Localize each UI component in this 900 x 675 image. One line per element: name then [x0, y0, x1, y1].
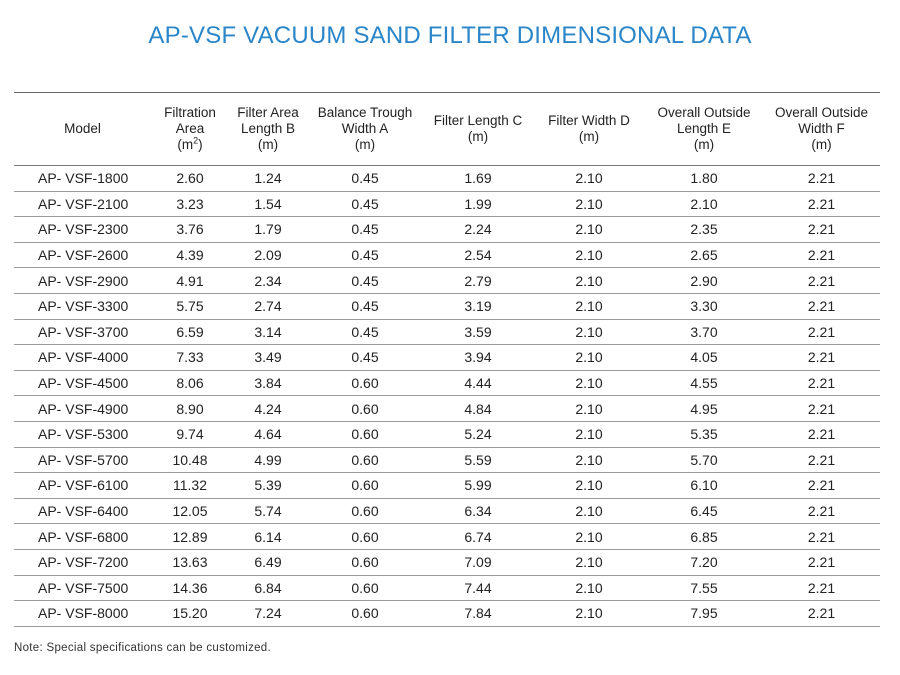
cell-filter-width-d: 2.10 [575, 221, 603, 238]
cell-balance-trough-width-a: 0.60 [351, 503, 379, 520]
table-row [14, 421, 880, 447]
cell-filtration-area: 9.74 [176, 426, 204, 443]
cell-filter-width-d: 2.10 [575, 170, 603, 187]
table-row [14, 191, 880, 217]
header-overall-outside-length-e [645, 93, 763, 166]
cell-balance-trough-width-a: 0.45 [351, 323, 379, 340]
cell-overall-outside-width-f: 2.21 [807, 247, 836, 264]
cell-filtration-area: 7.33 [176, 349, 204, 366]
cell-overall-outside-length-e: 7.95 [690, 605, 718, 622]
unit-superscript: 2 [193, 135, 199, 146]
cell-overall-outside-width-f: 2.21 [807, 272, 836, 289]
cell-overall-outside-width-f: 2.21 [807, 554, 836, 571]
cell-overall-outside-width-f: 2.21 [807, 451, 836, 468]
cell-model: AP- VSF-2100 [38, 195, 129, 212]
cell-filter-width-d: 2.10 [575, 298, 603, 315]
cell-overall-outside-length-e: 2.35 [690, 221, 718, 238]
cell-filter-length-c: 1.99 [464, 195, 492, 212]
header-line: (m) [693, 137, 715, 152]
cell-overall-outside-length-e: 6.45 [690, 503, 718, 520]
table-row [14, 242, 880, 268]
page-title: AP-VSF VACUUM SAND FILTER DIMENSIONAL DATA [148, 22, 752, 49]
cell-filtration-area: 3.23 [176, 195, 204, 212]
cell-balance-trough-width-a: 0.60 [351, 477, 379, 494]
cell-filter-width-d: 2.10 [575, 375, 603, 392]
cell-filter-width-d: 2.10 [575, 579, 603, 596]
cell-overall-outside-width-f: 2.21 [807, 477, 836, 494]
cell-filter-length-c: 1.69 [464, 170, 492, 187]
cell-model: AP- VSF-2300 [38, 221, 129, 238]
cell-balance-trough-width-a: 0.45 [351, 272, 379, 289]
cell-model: AP- VSF-3300 [38, 298, 129, 315]
cell-filter-area-length-b: 2.34 [254, 272, 282, 289]
cell-filter-length-c: 4.84 [464, 400, 492, 417]
cell-filter-width-d: 2.10 [575, 323, 603, 340]
table-row [14, 268, 880, 294]
cell-filter-width-d: 2.10 [575, 451, 603, 468]
header-line: Area [175, 121, 205, 136]
cell-filtration-area: 3.76 [176, 221, 204, 238]
cell-model: AP- VSF-4000 [38, 349, 129, 366]
cell-filter-width-d: 2.10 [575, 272, 603, 289]
table-row [14, 524, 880, 550]
cell-model: AP- VSF-8000 [38, 605, 129, 622]
cell-overall-outside-width-f: 2.21 [807, 426, 836, 443]
header-filter-width-d [533, 93, 645, 166]
header-line: (m) [467, 129, 489, 144]
header-filtration-area [151, 93, 229, 166]
footnote: Note: Special specifications can be customized. [14, 642, 272, 654]
cell-filter-area-length-b: 7.24 [254, 605, 282, 622]
cell-filter-area-length-b: 5.74 [254, 503, 282, 520]
cell-filtration-area: 2.60 [176, 170, 204, 187]
cell-overall-outside-length-e: 3.70 [690, 323, 718, 340]
cell-overall-outside-width-f: 2.21 [807, 221, 836, 238]
cell-overall-outside-length-e: 6.10 [690, 477, 718, 494]
header-line: Length E [676, 121, 732, 136]
cell-filter-width-d: 2.10 [575, 554, 603, 571]
cell-overall-outside-width-f: 2.21 [807, 349, 836, 366]
cell-model: AP- VSF-5300 [38, 426, 129, 443]
cell-overall-outside-width-f: 2.21 [807, 195, 836, 212]
table-body [14, 166, 880, 627]
cell-model: AP- VSF-2600 [38, 247, 129, 264]
cell-filter-length-c: 7.44 [464, 579, 492, 596]
cell-model: AP- VSF-1800 [38, 170, 129, 187]
table-row [14, 601, 880, 627]
table-row [14, 293, 880, 319]
cell-balance-trough-width-a: 0.60 [351, 400, 379, 417]
cell-filtration-area: 13.63 [172, 554, 208, 571]
cell-overall-outside-length-e: 4.55 [690, 375, 718, 392]
cell-balance-trough-width-a: 0.60 [351, 375, 379, 392]
cell-filter-length-c: 4.44 [464, 375, 492, 392]
cell-balance-trough-width-a: 0.45 [351, 195, 379, 212]
table-row [14, 473, 880, 499]
cell-overall-outside-width-f: 2.21 [807, 579, 836, 596]
header-row [14, 93, 880, 166]
cell-filter-length-c: 6.74 [464, 528, 492, 545]
cell-filter-width-d: 2.10 [575, 400, 603, 417]
cell-filtration-area: 4.39 [176, 247, 204, 264]
cell-balance-trough-width-a: 0.45 [351, 170, 379, 187]
cell-filter-area-length-b: 3.84 [254, 375, 282, 392]
cell-filter-length-c: 2.54 [464, 247, 492, 264]
cell-filter-area-length-b: 4.24 [254, 400, 282, 417]
cell-filtration-area: 11.32 [173, 477, 207, 494]
header-line: Filter Length C [433, 113, 523, 128]
cell-filter-length-c: 5.99 [464, 477, 492, 494]
table-row [14, 345, 880, 371]
cell-filter-length-c: 5.24 [464, 426, 492, 443]
cell-overall-outside-width-f: 2.21 [807, 298, 836, 315]
header-line: Width A [341, 121, 389, 136]
cell-overall-outside-width-f: 2.21 [807, 528, 836, 545]
cell-filtration-area: 14.36 [172, 579, 208, 596]
cell-filtration-area: 8.90 [176, 400, 204, 417]
cell-filter-width-d: 2.10 [575, 503, 603, 520]
cell-model: AP- VSF-7200 [38, 554, 129, 571]
cell-filtration-area: 5.75 [176, 298, 204, 315]
cell-overall-outside-length-e: 7.55 [690, 579, 718, 596]
cell-filter-width-d: 2.10 [575, 605, 603, 622]
table-row [14, 319, 880, 345]
table-header [14, 93, 880, 166]
header-line: Balance Trough [317, 105, 413, 120]
cell-model: AP- VSF-3700 [38, 323, 129, 340]
cell-balance-trough-width-a: 0.45 [351, 298, 379, 315]
cell-filtration-area: 6.59 [176, 323, 204, 340]
cell-overall-outside-length-e: 6.85 [690, 528, 718, 545]
cell-overall-outside-width-f: 2.21 [807, 605, 836, 622]
cell-filter-length-c: 3.59 [464, 323, 492, 340]
cell-filter-area-length-b: 3.14 [254, 323, 282, 340]
cell-overall-outside-length-e: 7.20 [690, 554, 718, 571]
cell-filter-width-d: 2.10 [575, 426, 603, 443]
cell-balance-trough-width-a: 0.60 [351, 451, 379, 468]
table-row [14, 575, 880, 601]
cell-model: AP- VSF-6100 [38, 477, 129, 494]
cell-balance-trough-width-a: 0.60 [351, 605, 379, 622]
unit-end: ) [198, 137, 203, 152]
cell-filter-area-length-b: 5.39 [254, 477, 282, 494]
cell-filter-width-d: 2.10 [575, 195, 603, 212]
table-row [14, 166, 880, 192]
cell-overall-outside-length-e: 2.90 [690, 272, 718, 289]
cell-filter-width-d: 2.10 [575, 247, 603, 264]
cell-filtration-area: 12.89 [172, 528, 208, 545]
unit-base: (m [177, 137, 194, 152]
header-line: Filtration [164, 105, 216, 120]
cell-filter-area-length-b: 2.09 [254, 247, 282, 264]
header-line: Filter Width D [548, 113, 630, 128]
table-row [14, 498, 880, 524]
cell-overall-outside-length-e: 4.95 [690, 400, 718, 417]
cell-filtration-area: 15.20 [172, 605, 208, 622]
cell-filter-width-d: 2.10 [575, 349, 603, 366]
header-filter-area-length-b [229, 93, 307, 166]
cell-model: AP- VSF-4900 [38, 400, 129, 417]
cell-filter-length-c: 7.84 [464, 605, 492, 622]
cell-filter-width-d: 2.10 [575, 528, 603, 545]
cell-filter-width-d: 2.10 [575, 477, 603, 494]
cell-filter-length-c: 2.24 [464, 221, 492, 238]
cell-overall-outside-width-f: 2.21 [807, 170, 836, 187]
cell-overall-outside-width-f: 2.21 [807, 323, 836, 340]
cell-filter-area-length-b: 6.49 [254, 554, 282, 571]
cell-filter-length-c: 7.09 [464, 554, 492, 571]
cell-filter-length-c: 5.59 [464, 451, 492, 468]
cell-balance-trough-width-a: 0.45 [351, 247, 379, 264]
dimensions-table [14, 92, 880, 627]
header-line: Overall Outside [657, 105, 751, 120]
header-unit [153, 137, 227, 153]
table-row [14, 217, 880, 243]
cell-balance-trough-width-a: 0.45 [351, 349, 379, 366]
cell-overall-outside-width-f: 2.21 [807, 375, 836, 392]
cell-model: AP- VSF-6400 [38, 503, 129, 520]
cell-overall-outside-length-e: 2.65 [690, 247, 718, 264]
header-line: (m) [257, 137, 279, 152]
cell-filter-length-c: 6.34 [464, 503, 492, 520]
cell-model: AP- VSF-6800 [38, 528, 129, 545]
header-model [14, 93, 151, 166]
header-line: (m) [354, 137, 376, 152]
cell-filtration-area: 4.91 [176, 272, 204, 289]
cell-model: AP- VSF-5700 [38, 451, 129, 468]
cell-filter-area-length-b: 4.99 [254, 451, 282, 468]
cell-filter-length-c: 3.19 [464, 298, 492, 315]
header-line: Model [64, 121, 101, 136]
cell-overall-outside-length-e: 1.80 [690, 170, 718, 187]
cell-overall-outside-length-e: 5.35 [690, 426, 718, 443]
cell-overall-outside-width-f: 2.21 [807, 503, 836, 520]
cell-balance-trough-width-a: 0.45 [351, 221, 379, 238]
header-line: (m) [811, 137, 832, 152]
cell-model: AP- VSF-2900 [38, 272, 129, 289]
cell-filtration-area: 12.05 [172, 503, 208, 520]
header-balance-trough-width-a [307, 93, 423, 166]
cell-overall-outside-length-e: 5.70 [690, 451, 718, 468]
header-line: Filter Area [237, 105, 299, 120]
cell-model: AP- VSF-7500 [38, 579, 129, 596]
table-row [14, 396, 880, 422]
cell-filtration-area: 10.48 [172, 451, 208, 468]
table-row [14, 549, 880, 575]
cell-filter-area-length-b: 1.24 [254, 170, 282, 187]
dimensions-table-container [14, 92, 880, 627]
header-overall-outside-width-f [763, 93, 880, 166]
cell-filter-area-length-b: 6.14 [254, 528, 282, 545]
cell-filter-length-c: 2.79 [464, 272, 492, 289]
cell-filter-area-length-b: 4.64 [254, 426, 282, 443]
table-row [14, 447, 880, 473]
cell-filter-length-c: 3.94 [464, 349, 492, 366]
cell-filter-area-length-b: 2.74 [254, 298, 282, 315]
cell-filter-area-length-b: 1.79 [254, 221, 282, 238]
cell-filter-area-length-b: 6.84 [254, 579, 282, 596]
cell-model: AP- VSF-4500 [38, 375, 129, 392]
header-line: (m) [578, 129, 600, 144]
header-filter-length-c [423, 93, 533, 166]
header-line: Overall Outside [774, 105, 869, 120]
cell-overall-outside-width-f: 2.21 [807, 400, 836, 417]
cell-filtration-area: 8.06 [176, 375, 204, 392]
cell-overall-outside-length-e: 4.05 [690, 349, 718, 366]
cell-overall-outside-length-e: 3.30 [690, 298, 718, 315]
table-row [14, 370, 880, 396]
cell-filter-area-length-b: 1.54 [254, 195, 282, 212]
header-line: Length B [240, 121, 296, 136]
header-line: Width F [798, 121, 845, 136]
cell-filter-area-length-b: 3.49 [254, 349, 282, 366]
cell-balance-trough-width-a: 0.60 [351, 579, 379, 596]
cell-overall-outside-length-e: 2.10 [690, 195, 718, 212]
cell-balance-trough-width-a: 0.60 [351, 528, 379, 545]
cell-balance-trough-width-a: 0.60 [351, 426, 379, 443]
cell-balance-trough-width-a: 0.60 [351, 554, 379, 571]
